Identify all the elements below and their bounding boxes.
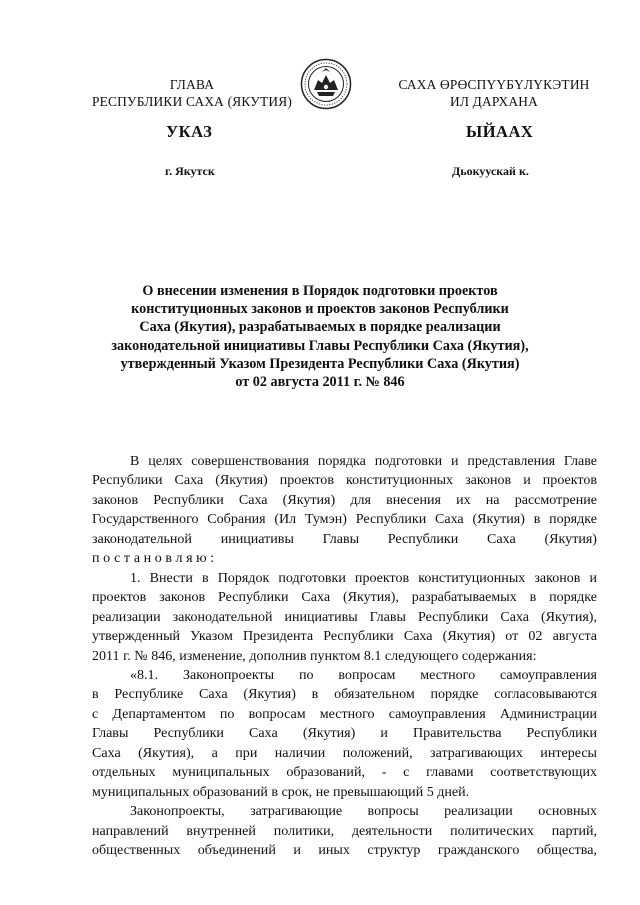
body-line: законов Республики Саха (Якутия) для внесения их на рассмотрение [92, 491, 597, 508]
body-line: Законопроекты, затрагивающие вопросы реализации основных [130, 803, 597, 820]
body-line: реализации законодательной инициативы Главы Республики Саха (Якутия), [92, 608, 597, 625]
header-right-line-1: САХА ӨРӨСПҮҮБҮЛҮКЭТИН [398, 77, 590, 92]
title-ukaz: УКАЗ [166, 122, 213, 141]
coat-of-arms-icon [300, 58, 352, 110]
body-line: отдельных муниципальных образований, - с главами соответствующих [92, 764, 597, 781]
body-line: общественных объединений и иных структур гражданского общества, [92, 842, 597, 859]
body-line: Главы Республики Саха (Якутия) и Правительства Республики [92, 725, 597, 742]
document-body [92, 452, 597, 861]
body-line: направлений внутренней политики, деятельности политических партий, [92, 822, 597, 839]
body-line: Саха (Якутия), а при наличии положений, затрагивающих интересы [92, 744, 597, 761]
document-title-line: утвержденный Указом Президента Республики Саха (Якутия) [120, 355, 520, 372]
body-line: 1. Внести в Порядок подготовки проектов конституционных законов и [130, 569, 597, 586]
body-line: в Республике Саха (Якутия) в обязательном порядке согласовываются [92, 686, 597, 703]
document-title-line: от 02 августа 2011 г. № 846 [235, 374, 405, 391]
header-left [92, 76, 292, 110]
title-yiaah: ЫЙААХ [466, 122, 534, 141]
body-line: муниципальных образований в срок, не превышающий 5 дней. [92, 783, 470, 800]
body-line: 2011 г. № 846, изменение, дополнив пунктом 8.1 следующего содержания: [92, 647, 537, 664]
body-line: Республики Саха (Якутия) проектов конституционных законов и проектов [92, 472, 597, 489]
header-left-line-2: РЕСПУБЛИКИ САХА (ЯКУТИЯ) [92, 94, 292, 109]
body-line: Государственного Собрания (Ил Тумэн) Республики Саха (Якутия) в порядке [92, 511, 597, 528]
document-title-line: конституционных законов и проектов законов Республики [131, 301, 509, 318]
body-line: проектов законов Республики Саха (Якутия), разрабатываемых в порядке [92, 589, 597, 606]
header-left-line-1: ГЛАВА [169, 77, 215, 92]
header-right-line-2: ИЛ ДАРХАНА [449, 94, 539, 109]
body-line: В целях совершенствования порядка подготовки и представления Главе [130, 453, 597, 469]
document-title-line: Саха (Якутия), разрабатываемых в порядке реализации [139, 319, 501, 336]
body-line: с Департаментом по вопросам местного самоуправления Администрации [92, 705, 597, 722]
body-line-postanovlyayu: постановляю: [92, 550, 218, 567]
document-title-line: О внесении изменения в Порядок подготовки проектов [142, 283, 498, 299]
city-yakutsk: г. Якутск [165, 164, 215, 178]
body-line: утвержденный Указом Президента Республики Саха (Якутия) от 02 августа [92, 628, 597, 645]
city-dyokuuskay: Дьокуускай к. [452, 164, 529, 178]
header-right [394, 76, 594, 110]
document-title-line: законодательной инициативы Главы Республики Саха (Якутия), [111, 337, 529, 354]
body-line: «8.1. Законопроекты по вопросам местного самоуправления [130, 666, 597, 683]
document-title [100, 282, 540, 391]
body-line: законодательной инициативы Главы Республики Саха (Якутия) [92, 530, 597, 547]
